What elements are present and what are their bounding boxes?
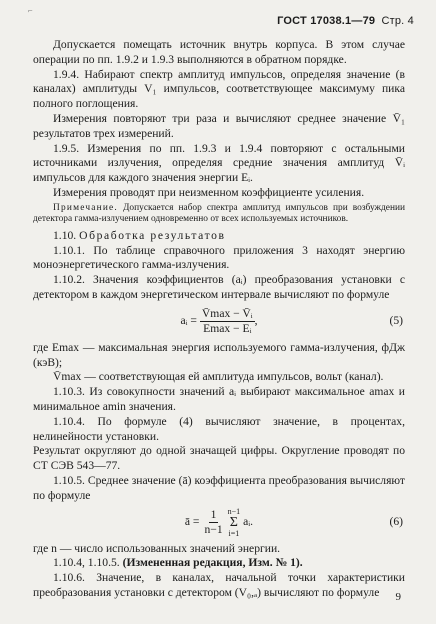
section-heading: [33, 229, 405, 244]
paragraph-rounding: Результат округляют до одной значащей цифры. Округление проводят по СТ СЭВ 543—77.: [33, 444, 405, 473]
paragraph-1-9-5: 1.9.5. Измерения по пп. 1.9.3 и 1.9.4 повторяют с остальными источниками излучения, определяя средние значения амплитуд V̄ᵢ импульсов для каждого значения энергии Eᵢ.: [33, 141, 405, 185]
paragraph-1-9-4: 1.9.4. Набирают спектр амплитуд импульсов, определяя значение (в каналах) амплитуды V₁ импульсов, соответствующее максимуму пика полного поглощения.: [33, 67, 405, 111]
formula-5-denominator: Emax − Eᵢ: [203, 322, 252, 336]
paragraph-n-def: где n — число использованных значений энергии.: [33, 541, 281, 555]
paragraph-gain: Измерения проводят при неизменном коэффициенте усиления.: [53, 185, 365, 199]
note-label: Примечание.: [53, 202, 118, 213]
paragraph-1-10-3: 1.10.3. Из совокупности значений aᵢ выбирают максимальное amax и минимальное amin значения.: [33, 385, 405, 413]
amendment-note: (Измененная редакция, Изм. № 1).: [122, 556, 303, 570]
formula-6-denominator: n−1: [204, 523, 223, 537]
formula-5-number: (5): [389, 313, 403, 327]
formula-6-sum-upper: n−1: [227, 507, 241, 517]
paragraph-1: Допускается помещать источник внутрь корпуса. В этом случае операции по пп. 1.9.2 и 1.9.3 выполняются в обратном порядке.: [33, 38, 405, 66]
formula-5-lhs: aᵢ =: [180, 314, 197, 328]
formula-6: [33, 506, 405, 540]
formula-5: [33, 305, 405, 339]
formula-6-numerator: 1: [210, 508, 217, 522]
body-text: [33, 38, 405, 601]
page-header: [277, 15, 414, 27]
sigma-symbol: Σ: [229, 515, 238, 531]
formula-6-sum-lower: i=1: [228, 529, 240, 539]
formula-5-fraction: [200, 307, 255, 336]
paragraph-emax-def: где Emax — максимальная энергия используемого гамма-излучения, фДж (кэВ);: [33, 340, 405, 369]
section-title: Обработка результатов: [79, 228, 226, 242]
paragraph-vmax-def: V̄max — соответствующая ей амплитуда импульсов, вольт (канал).: [53, 370, 384, 384]
paragraph-1-10-1: 1.10.1. По таблице справочного приложения 3 находят энергию моноэнергетического гамма-излучения.: [33, 243, 405, 272]
corner-mark: ⌐: [28, 6, 33, 15]
header-doc-number: ГОСТ 17038.1—79: [277, 15, 376, 27]
formula-6-number: (6): [389, 514, 403, 528]
formula-6-term: aᵢ.: [243, 515, 254, 529]
formula-5-tail: ,: [254, 314, 258, 328]
paragraph-1-10-6: 1.10.6. Значение, в каналах, начальной точки характеристики преобразования установки с детектором (V₀,ₐ) вычисляют по формуле: [33, 571, 405, 599]
paragraph-amendment: [33, 556, 405, 571]
page-number: 9: [395, 591, 401, 603]
paragraph-1-10-2: 1.10.2. Значения коэффициентов (aᵢ) преобразования установки с детектором в каждом энергетическом интервале вычисляют по формуле: [33, 273, 405, 301]
paragraph-1-10-4: 1.10.4. По формуле (4) вычисляют значение, в процентах, нелинейности установки.: [33, 414, 405, 443]
amendment-items: 1.10.4, 1.10.5.: [53, 556, 120, 570]
note-text: Допускается набор спектра амплитуд импульсов при возбуждении детектора гамма-излучением одновременно от всех используемых источников.: [33, 202, 405, 225]
note: [33, 203, 405, 226]
formula-6-lhs: ā =: [184, 515, 200, 529]
formula-5-numerator: V̄max − V̄ᵢ: [201, 307, 253, 321]
formula-6-fraction: [202, 508, 224, 537]
paragraph-1-10-5: 1.10.5. Среднее значение (ā) коэффициента преобразования вычисляют по формуле: [33, 473, 405, 502]
paragraph-repeat-measurements: Измерения повторяют три раза и вычисляют среднее значение V̄₁ результатов трех измерений.: [33, 111, 405, 140]
header-page-label: Стр. 4: [381, 15, 414, 27]
formula-6-sum: [228, 507, 241, 538]
section-number: 1.10.: [53, 228, 77, 242]
